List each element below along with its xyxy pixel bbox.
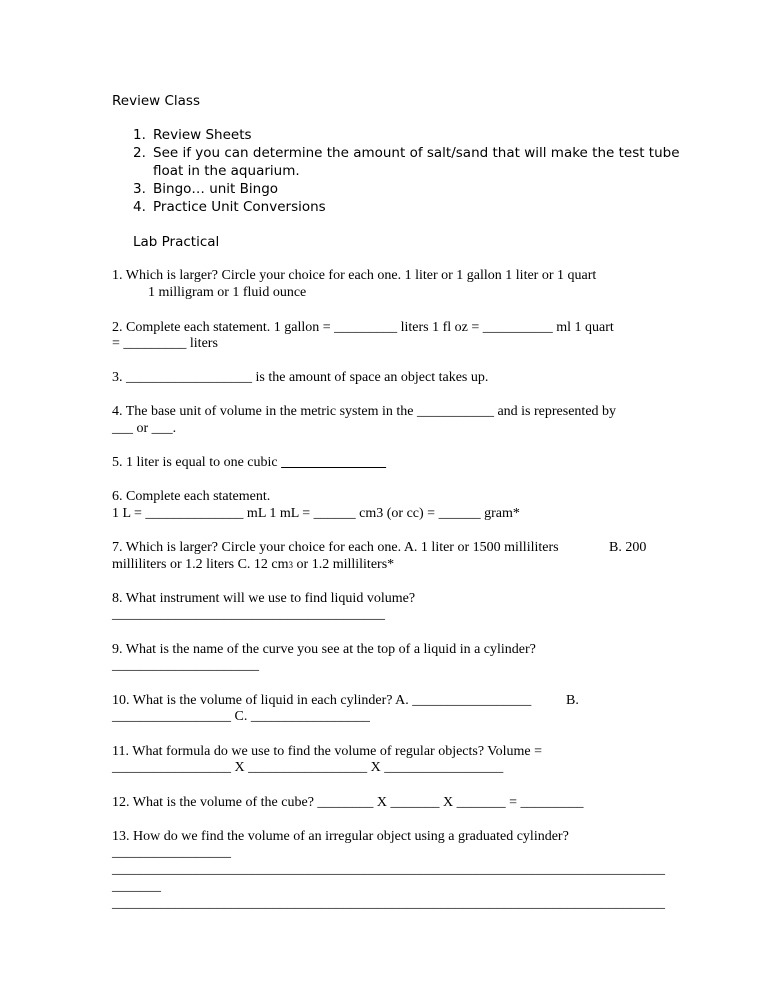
question-9-line1: 9. What is the name of the curve you see at the top of a liquid in a cylinder? <box>112 642 536 657</box>
list-item-number: 4. <box>133 199 146 215</box>
question-9-answer-line: _____________________ <box>112 658 259 673</box>
question-8-line1: 8. What instrument will we use to find liquid volume? <box>112 591 416 606</box>
question-13-answer-line-3: _______ <box>112 879 161 894</box>
question-4-line2: ___ or ___. <box>112 421 177 436</box>
question-1-line1: 1. Which is larger? Circle your choice for each one. 1 liter or 1 gallon 1 liter or 1 quart <box>112 268 597 283</box>
question-7-line1: 7. Which is larger? Circle your choice for each one. A. 1 liter or 1500 milliliters <box>112 540 559 555</box>
question-6-line2: 1 L = ______________ mL 1 mL = ______ cm3 (or cc) = ______ gram* <box>112 506 520 521</box>
list-item-number: 1. <box>133 127 146 143</box>
question-12: 12. What is the volume of the cube? ________ X _______ X _______ = _________ <box>112 795 584 810</box>
question-13-line1: 13. How do we find the volume of an irregular object using a graduated cylinder? <box>112 829 569 844</box>
list-item <box>133 199 326 215</box>
question-13-answer-line-4: _______________________________________________________________________________ <box>112 896 665 911</box>
section-subheading: Lab Practical <box>133 234 220 250</box>
question-6-line1: 6. Complete each statement. <box>112 489 271 504</box>
list-item-text: Review Sheets <box>153 127 252 143</box>
question-10-line1: 10. What is the volume of liquid in each cylinder? A. _________________ <box>112 693 532 708</box>
list-item <box>133 145 680 161</box>
question-7-line2-text: milliliters or 1.2 liters C. 12 cm <box>112 557 289 572</box>
question-11-line2: _________________ X _________________ X _________________ <box>112 760 504 775</box>
question-5 <box>112 455 386 471</box>
question-8-answer-line: _______________________________________ <box>112 607 385 622</box>
question-10-line2: _________________ C. _________________ <box>112 709 370 724</box>
question-7-superscript: 3 <box>288 560 294 570</box>
question-13-answer-line-2: _______________________________________________________________________________ <box>112 862 665 877</box>
list-item-number: 2. <box>133 145 146 161</box>
question-7-line2-end: or 1.2 milliliters* <box>293 557 395 572</box>
question-1-line2: 1 milligram or 1 fluid ounce <box>148 285 307 300</box>
question-3: 3. __________________ is the amount of space an object takes up. <box>112 370 489 385</box>
list-item <box>133 127 252 143</box>
question-5-text: 5. 1 liter is equal to one cubic <box>112 455 278 470</box>
list-item-text: Practice Unit Conversions <box>153 199 326 215</box>
list-item-continuation: float in the aquarium. <box>153 163 300 179</box>
page-heading: Review Class <box>112 93 200 109</box>
question-4-line1: 4. The base unit of volume in the metric system in the ___________ and is represented by <box>112 404 617 419</box>
question-2-line2: = _________ liters <box>112 336 218 351</box>
question-10-option-b: B. <box>566 693 579 708</box>
list-item-text: See if you can determine the amount of salt/sand that will make the test tube <box>153 145 680 161</box>
list-item-number: 3. <box>133 181 146 197</box>
question-5-blank <box>281 455 386 470</box>
question-11-line1: 11. What formula do we use to find the volume of regular objects? Volume = <box>112 744 543 759</box>
list-item-text: Bingo… unit Bingo <box>153 181 279 197</box>
list-item <box>133 181 278 197</box>
question-7-line2 <box>112 557 394 573</box>
question-7-option-b: B. 200 <box>609 540 647 555</box>
question-13-answer-line-1: _________________ <box>112 845 231 860</box>
question-2-line1: 2. Complete each statement. 1 gallon = _________ liters 1 fl oz = __________ ml 1 quart <box>112 320 614 335</box>
